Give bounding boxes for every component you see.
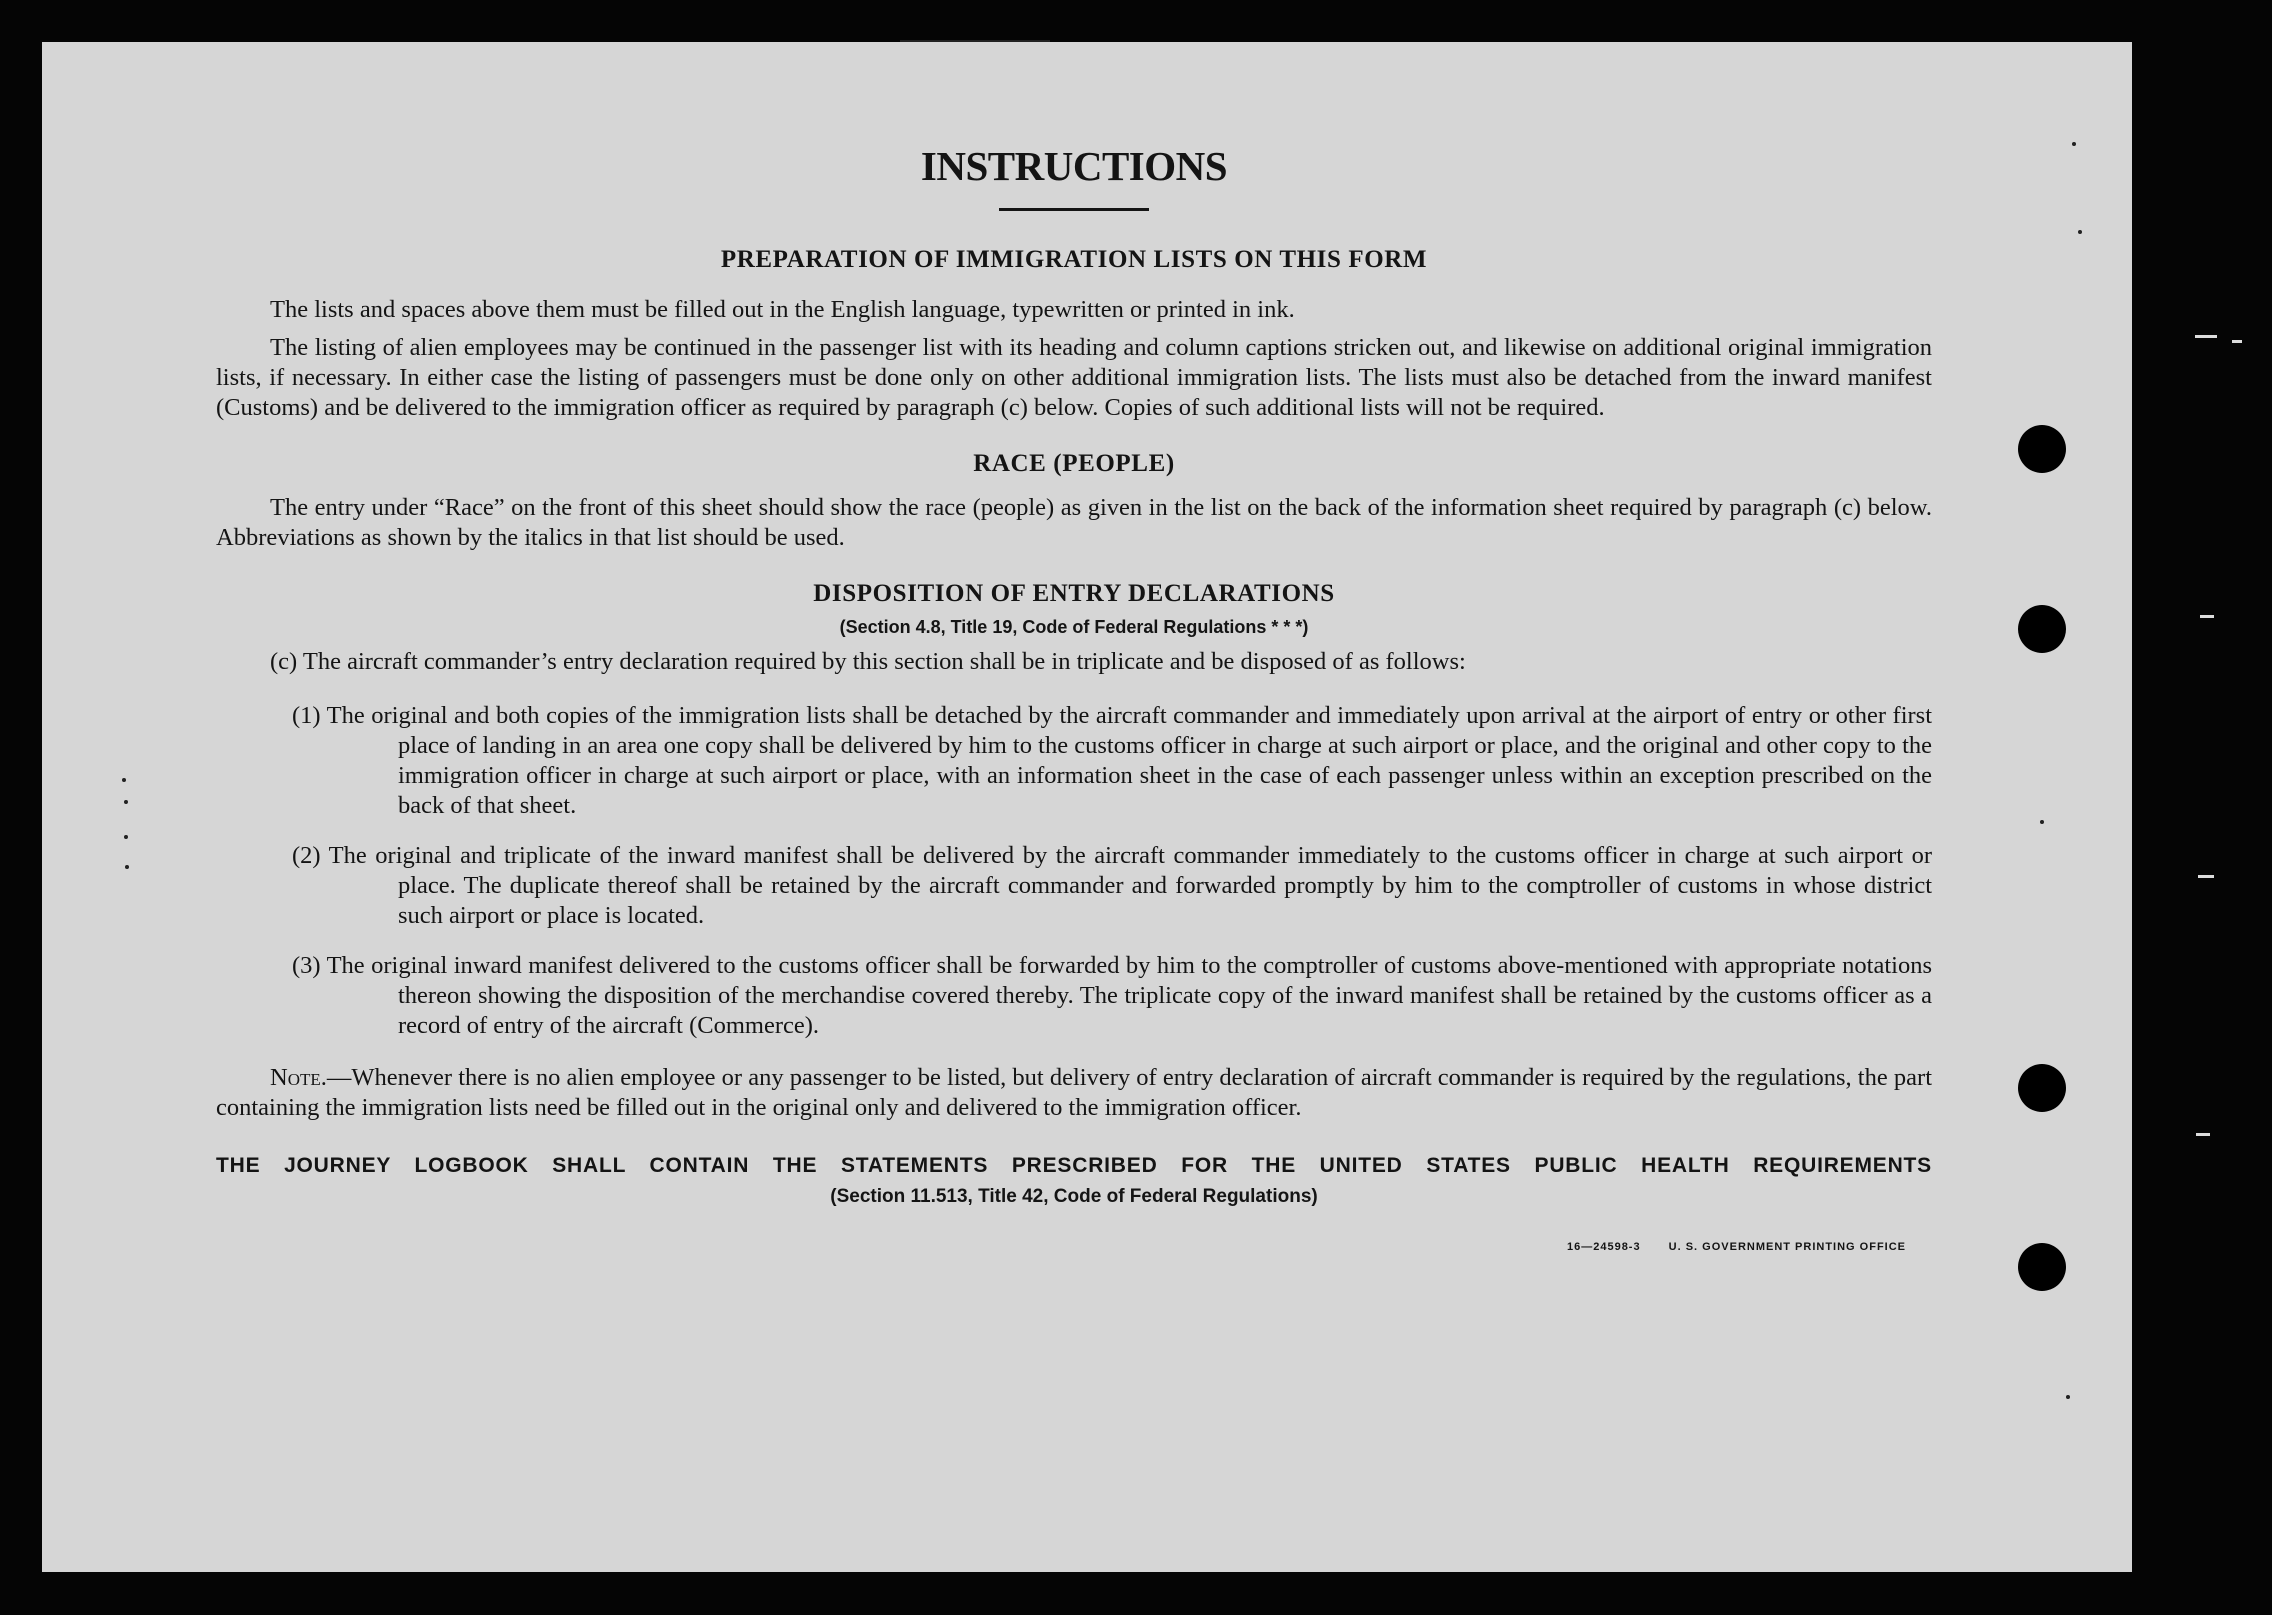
scan-speck <box>2198 875 2214 878</box>
printer-imprint <box>216 1241 1932 1253</box>
scan-speck <box>2195 335 2217 338</box>
note-lead: Note. <box>270 1064 327 1091</box>
punch-hole <box>2018 425 2066 473</box>
note-text: —Whenever there is no alien employee or any passenger to be listed, but delivery of entry declaration of aircraft commander is required by the regulations, the part containing the immigration lists need be filled out in the original only and delivered to the immigration officer. <box>216 1064 1932 1121</box>
preparation-heading: PREPARATION OF IMMIGRATION LISTS ON THIS FORM <box>720 246 1428 273</box>
disposition-lead: (c) The aircraft commander’s entry declaration required by this section shall be in triplicate and be disposed of as follows: <box>270 648 1466 675</box>
disposition-item-3: (3) The original inward manifest delivered to the customs officer shall be forwarded by him to the comptroller of customs above-mentioned with appropriate notations thereon showing the disposition of the merchandise covered thereby. The triplicate copy of the inward manifest shall be retained by the customs officer as a record of entry of the aircraft (Commerce). <box>292 952 1932 1039</box>
preparation-paragraph-2: The listing of alien employees may be continued in the passenger list with its heading and column captions stricken out, and likewise on additional original immigration lists, if necessary. In either case the listing of passengers must be done only on other additional immigration lists. The lists must also be detached from the inward manifest (Customs) and be delivered to the immigration officer as required by paragraph (c) below. Copies of such additional lists will not be required. <box>216 334 1932 421</box>
scan-speck <box>2072 142 2076 146</box>
scan-speck <box>2066 1395 2070 1399</box>
disposition-citation: (Section 4.8, Title 19, Code of Federal Regulations * * *) <box>839 617 1309 637</box>
health-citation: (Section 11.513, Title 42, Code of Federal Regulations) <box>830 1186 1318 1207</box>
preparation-paragraph-1: The lists and spaces above them must be filled out in the English language, typewritten or printed in ink. <box>270 296 1295 323</box>
punch-hole <box>2018 605 2066 653</box>
scan-speck <box>124 835 128 839</box>
printer-name: U. S. GOVERNMENT PRINTING OFFICE <box>1668 1241 1906 1253</box>
instructions-content <box>216 102 1932 1253</box>
disposition-heading: DISPOSITION OF ENTRY DECLARATIONS <box>813 580 1335 607</box>
scan-speck <box>2040 820 2044 824</box>
punch-hole <box>2018 1064 2066 1112</box>
scan-speck <box>2232 340 2242 343</box>
disposition-item-1: (1) The original and both copies of the immigration lists shall be detached by the aircraft commander and immediately upon arrival at the airport of entry or other first place of landing in an area one copy shall be delivered by him to the customs officer in charge at such airport or place, and the original and other copy to the immigration officer in charge at such airport or place, with an information sheet in the case of each passenger unless within an exception prescribed on the back of that sheet. <box>292 702 1932 819</box>
disposition-item-2: (2) The original and triplicate of the inward manifest shall be delivered by the aircraft commander immediately to the customs officer in charge at such airport or place. The duplicate thereof shall be retained by the aircraft commander and forwarded promptly by him to the comptroller of customs in whose district such airport or place is located. <box>292 842 1932 929</box>
scan-speck <box>2200 615 2214 618</box>
punch-hole <box>2018 1243 2066 1291</box>
note-paragraph <box>216 1063 1932 1123</box>
scan-speck <box>125 865 129 869</box>
form-number: 16—24598-3 <box>1566 1241 1641 1253</box>
page-title: INSTRUCTIONS <box>920 143 1228 189</box>
race-paragraph: The entry under “Race” on the front of this sheet should show the race (people) as given in the list on the back of the information sheet required by paragraph (c) below. Abbreviations as shown by the italics in that list should be used. <box>216 494 1932 551</box>
scan-speck <box>122 778 126 782</box>
race-heading: RACE (PEOPLE) <box>973 450 1175 477</box>
document-page <box>42 42 2132 1572</box>
scan-speck <box>124 800 128 804</box>
scan-speck <box>2078 230 2082 234</box>
scan-speck <box>2196 1133 2210 1136</box>
health-statement: THE JOURNEY LOGBOOK SHALL CONTAIN THE STATEMENTS PRESCRIBED FOR THE UNITED STATES PUBLIC HEALTH REQUIREMENTS <box>216 1154 1932 1177</box>
title-underline <box>999 208 1149 211</box>
